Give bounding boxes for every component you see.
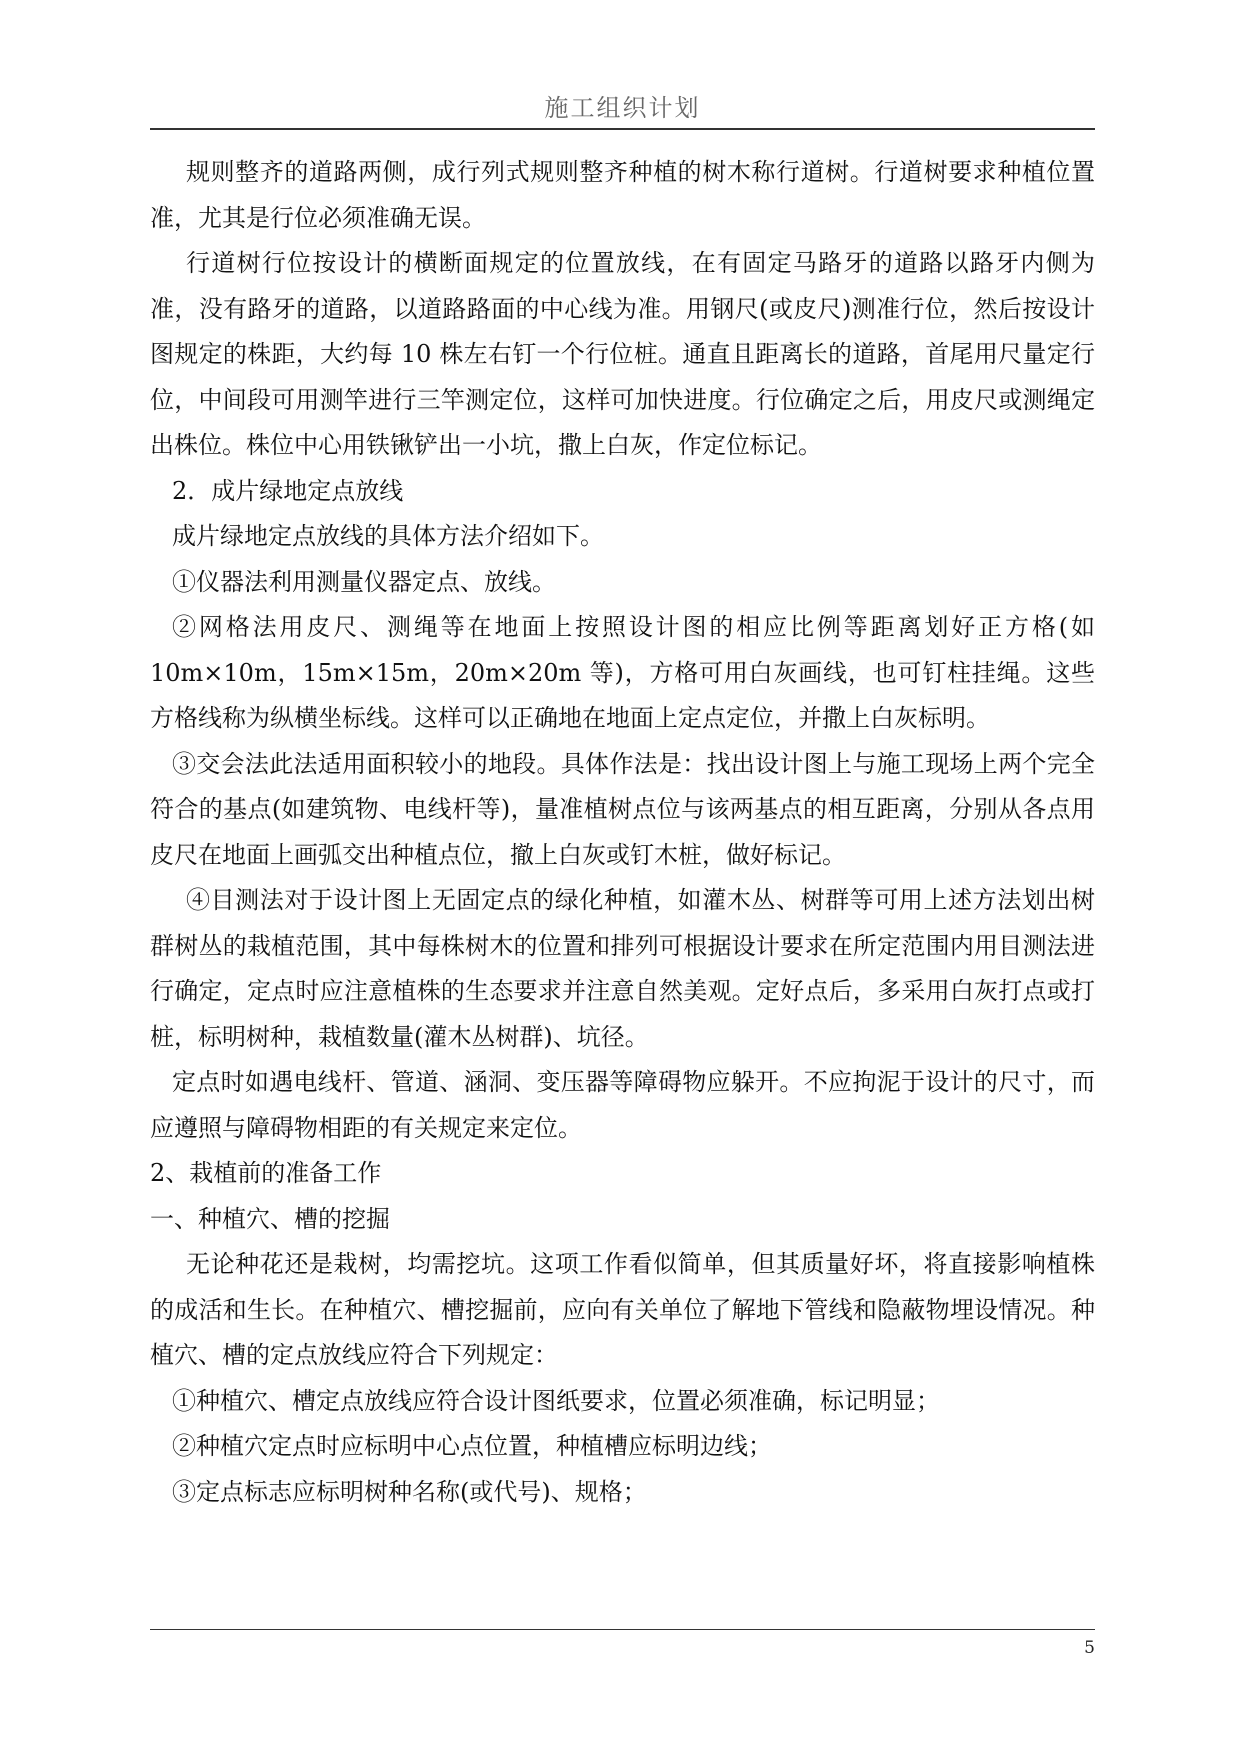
footer-divider bbox=[150, 1629, 1095, 1630]
paragraph-row-trees-intro: 规则整齐的道路两侧，成行列式规则整齐种植的树木称行道树。行道树要求种植位置准，尤其是行位必须准确无误。 bbox=[150, 158, 1095, 232]
list-item-visual-method: ④目测法对于设计图上无固定点的绿化种植，如灌木丛、树群等可用上述方法划出树群树丛的栽植范围，其中每株树木的位置和排列可根据设计要求在所定范围内用目测法进行确定，定点时应注意植株的生态要求并注意自然美观。定好点后，多采用白灰打点或打桩，标明树种，栽植数量(灌木丛树群)、坑径。 bbox=[150, 886, 1095, 1051]
subsection-heading-pit-digging: 一、种植穴、槽的挖掘 bbox=[150, 1204, 390, 1233]
list-item-pit-rule-1: ①种植穴、槽定点放线应符合设计图纸要求，位置必须准确，标记明显； bbox=[172, 1386, 940, 1415]
section-heading-green-area-layout: 2．成片绿地定点放线 bbox=[172, 476, 404, 505]
list-item-intersection-method: ③交会法此法适用面积较小的地段。具体作法是：找出设计图上与施工现场上两个完全符合的基点(如建筑物、电线杆等)，量准植树点位与该两基点的相互距离，分别从各点用皮尺在地面上画弧交出种植点位，撤上白灰或钉木桩，做好标记。 bbox=[150, 749, 1095, 869]
page-number: 5 bbox=[1084, 1638, 1095, 1658]
list-item-pit-rule-2: ②种植穴定点时应标明中心点位置，种植槽应标明边线； bbox=[172, 1432, 772, 1460]
list-item-pit-rule-3: ③定点标志应标明树种名称(或代号)、规格； bbox=[172, 1477, 647, 1506]
list-item-instrument-method: ①仪器法利用测量仪器定点、放线。 bbox=[172, 567, 556, 596]
page-header-title: 施工组织计划 bbox=[544, 94, 701, 122]
paragraph-methods-intro: 成片绿地定点放线的具体方法介绍如下。 bbox=[172, 522, 604, 550]
paragraph-obstacles: 定点时如遇电线杆、管道、涵洞、变压器等障碍物应躲开。不应拘泥于设计的尺寸，而应遵照与障碍物相距的有关规定来定位。 bbox=[150, 1068, 1095, 1142]
section-heading-preparation: 2、栽植前的准备工作 bbox=[150, 1159, 382, 1187]
paragraph-row-positioning: 行道树行位按设计的横断面规定的位置放线，在有固定马路牙的道路以路牙内侧为准，没有路牙的道路，以道路路面的中心线为准。用钢尺(或皮尺)测准行位，然后按设计图规定的株距，大约每 10 株左右钉一个行位桩。通直且距离长的道路，首尾用尺量定行位，中间段可用测竿进行三竿测定位，这样可加快进度。行位确定之后，用皮尺或测绳定出株位。株位中心用铁锹铲出一小坑，撒上白灰，作定位标记。 bbox=[150, 249, 1095, 459]
list-item-grid-method: ②网格法用皮尺、测绳等在地面上按照设计图的相应比例等距离划好正方格(如 10m×10m，15m×15m，20m×20m 等)，方格可用白灰画线，也可钉柱挂绳。这些方格线称为纵横坐标线。这样可以正确地在地面上定点定位，并撒上白灰标明。 bbox=[150, 613, 1095, 732]
paragraph-pit-digging: 无论种花还是栽树，均需挖坑。这项工作看似简单，但其质量好坏，将直接影响植株的成活和生长。在种植穴、槽挖掘前，应向有关单位了解地下管线和隐蔽物埋设情况。种植穴、槽的定点放线应符合下列规定： bbox=[150, 1250, 1095, 1369]
header-divider bbox=[150, 128, 1095, 130]
document-body bbox=[150, 150, 1095, 1515]
